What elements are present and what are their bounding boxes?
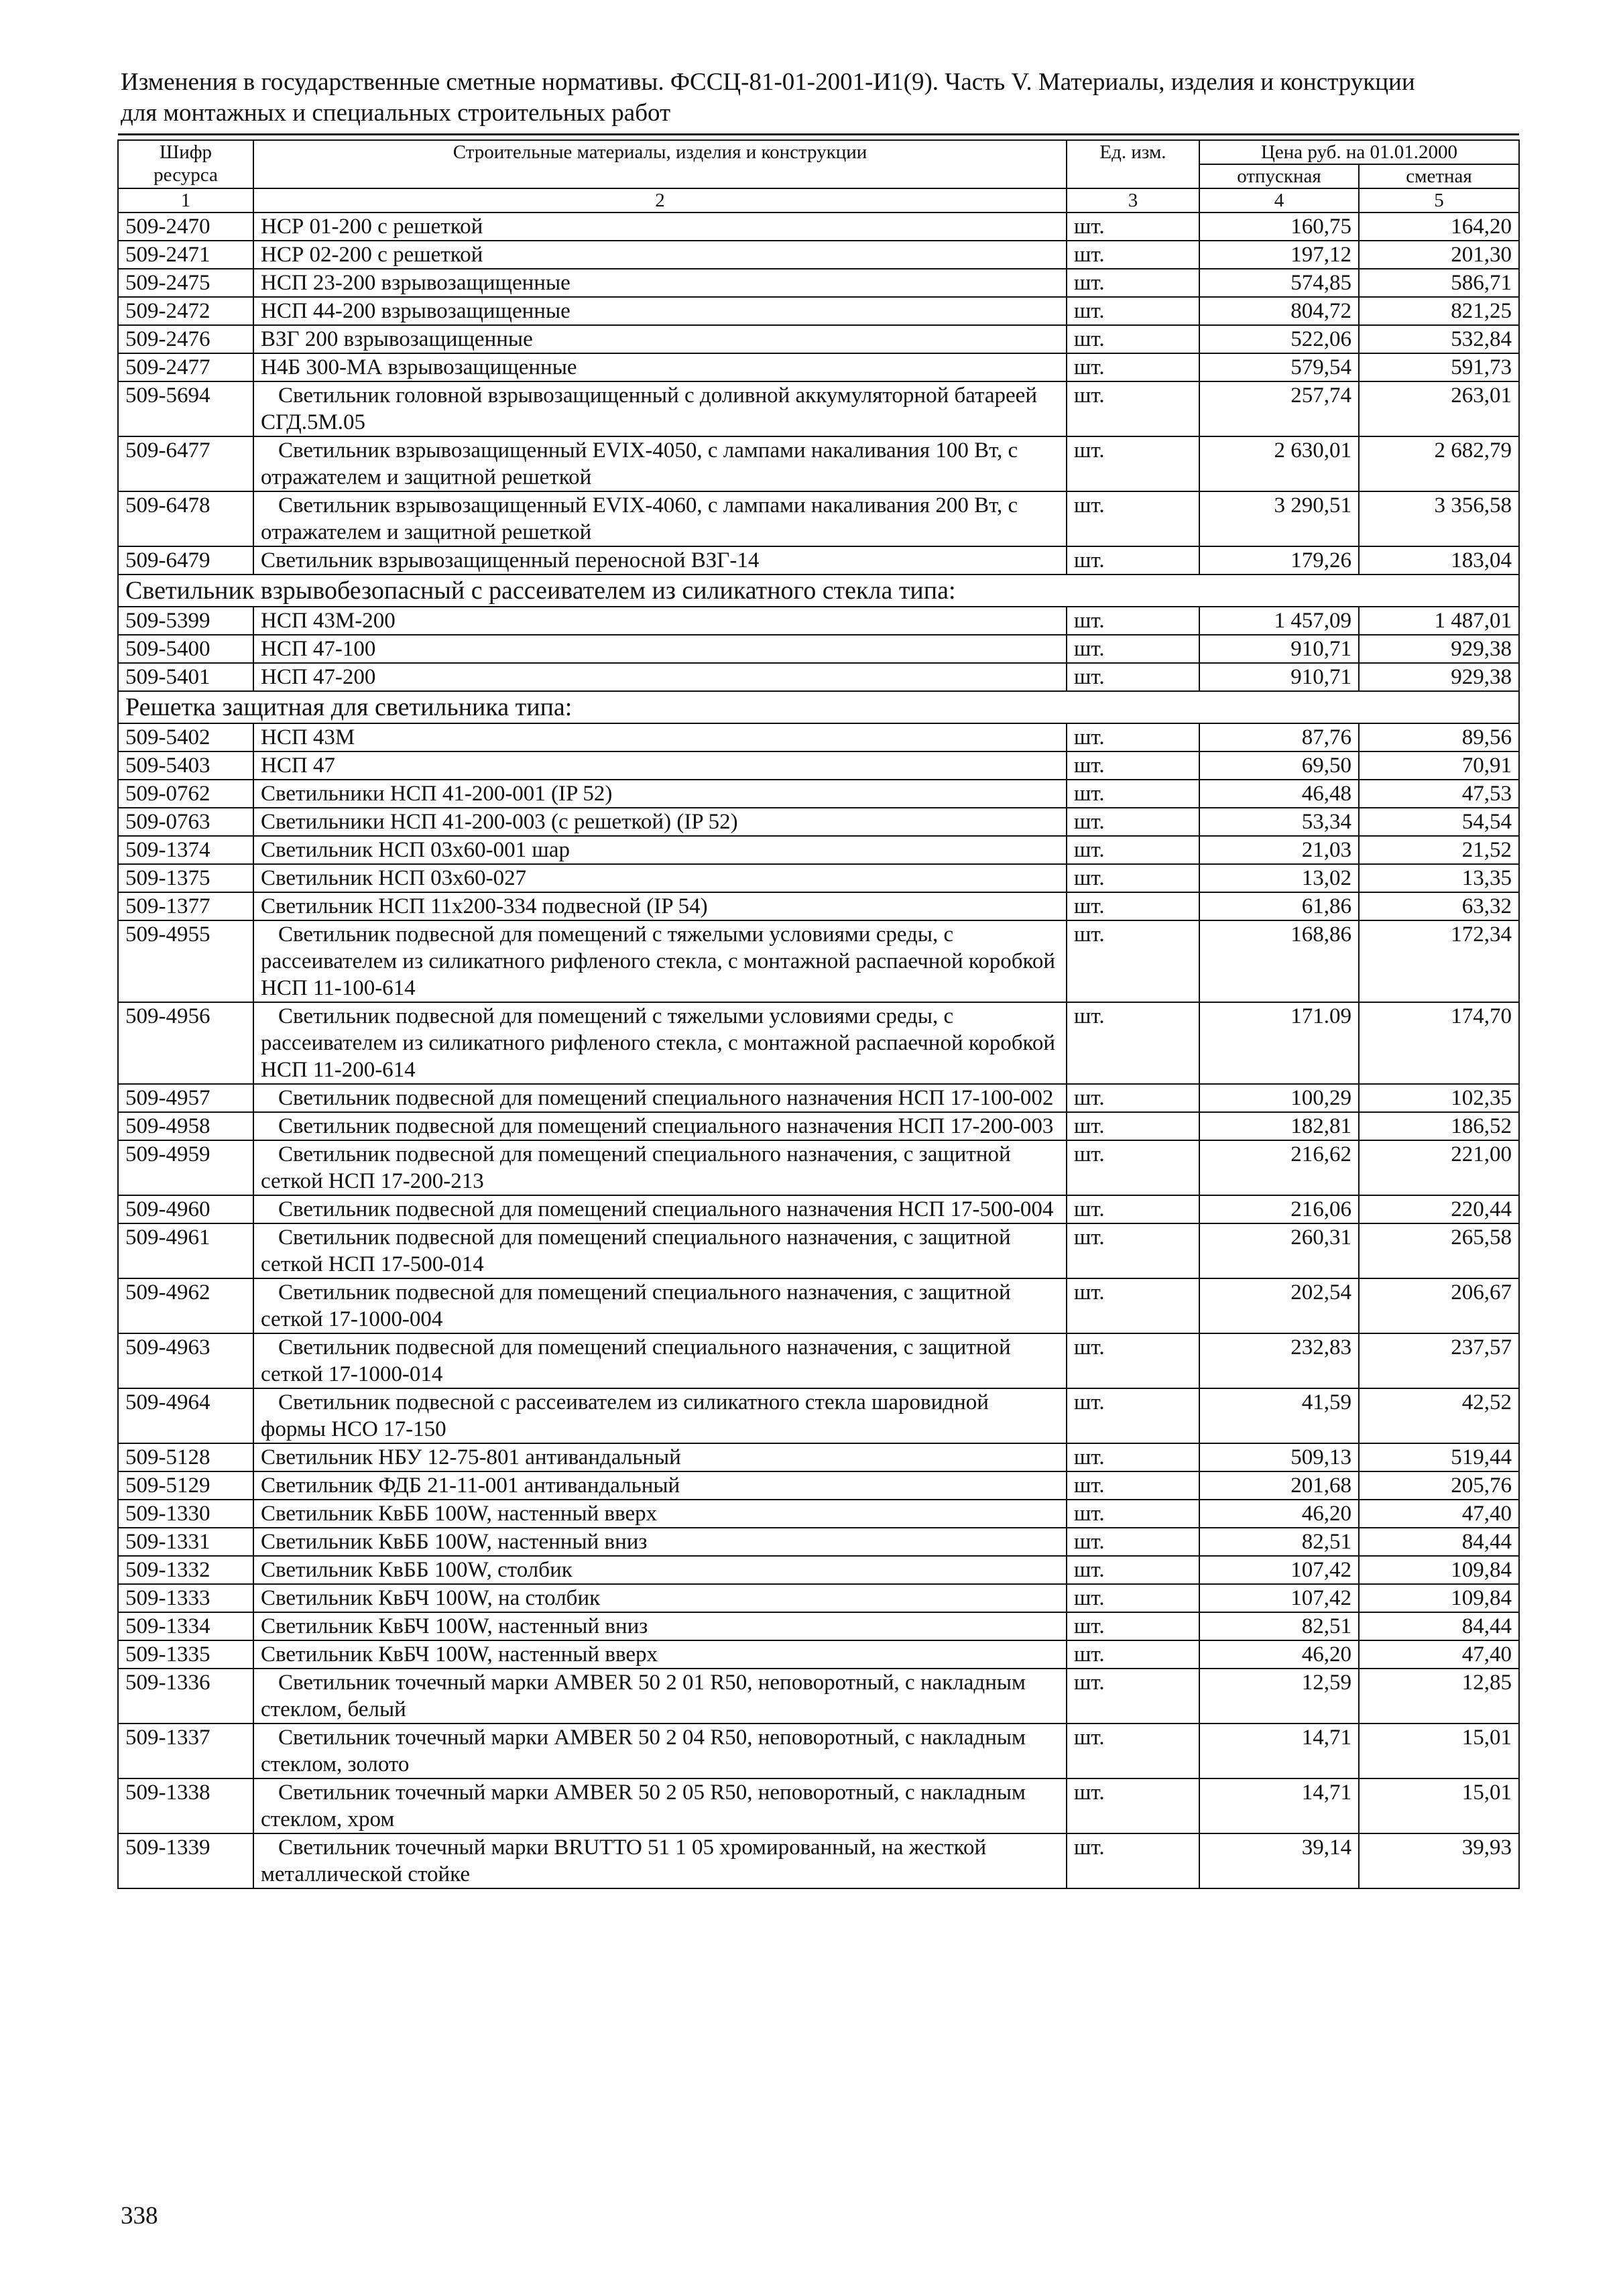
release-price: 574,85 xyxy=(1199,269,1359,297)
table-row xyxy=(118,836,1519,864)
resource-code: 509-1336 xyxy=(118,1669,253,1724)
table-row xyxy=(118,663,1519,691)
table-row xyxy=(118,1669,1519,1724)
header-estimate-price: сметная xyxy=(1359,164,1519,188)
resource-code: 509-5402 xyxy=(118,723,253,751)
resource-code: 509-1335 xyxy=(118,1640,253,1669)
column-number-row xyxy=(118,188,1519,213)
material-name: Светильник НБУ 12-75-801 антивандальный xyxy=(253,1443,1067,1471)
resource-code: 509-4960 xyxy=(118,1195,253,1223)
table-row xyxy=(118,1500,1519,1528)
estimate-price: 263,01 xyxy=(1359,381,1519,436)
resource-code: 509-1377 xyxy=(118,892,253,920)
material-name: Светильник головной взрывозащищенный с доливной аккумуляторной батареей СГД.5М.05 xyxy=(253,381,1067,436)
resource-code: 509-4963 xyxy=(118,1333,253,1388)
release-price: 168,86 xyxy=(1199,920,1359,1002)
estimate-price: 12,85 xyxy=(1359,1669,1519,1724)
unit-of-measure: шт. xyxy=(1067,1669,1199,1724)
section-row xyxy=(118,575,1519,607)
resource-code: 509-2476 xyxy=(118,325,253,353)
column-number: 1 xyxy=(118,188,253,213)
column-number: 3 xyxy=(1067,188,1199,213)
resource-code: 509-1338 xyxy=(118,1778,253,1833)
resource-code: 509-5401 xyxy=(118,663,253,691)
table-row xyxy=(118,1333,1519,1388)
release-price: 46,20 xyxy=(1199,1640,1359,1669)
table-row xyxy=(118,491,1519,546)
resource-code: 509-4964 xyxy=(118,1388,253,1443)
resource-code: 509-5400 xyxy=(118,635,253,663)
resource-code: 509-2472 xyxy=(118,297,253,325)
material-name: НСП 43М xyxy=(253,723,1067,751)
table-row xyxy=(118,635,1519,663)
table-row xyxy=(118,325,1519,353)
material-name: Светильник подвесной для помещений специального назначения НСП 17-500-004 xyxy=(253,1195,1067,1223)
unit-of-measure: шт. xyxy=(1067,892,1199,920)
material-name: НСП 23-200 взрывозащищенные xyxy=(253,269,1067,297)
unit-of-measure: шт. xyxy=(1067,1724,1199,1778)
material-name: ВЗГ 200 взрывозащищенные xyxy=(253,325,1067,353)
estimate-price: 265,58 xyxy=(1359,1223,1519,1278)
table-row xyxy=(118,1612,1519,1640)
resource-code: 509-1374 xyxy=(118,836,253,864)
estimate-price: 591,73 xyxy=(1359,353,1519,381)
release-price: 257,74 xyxy=(1199,381,1359,436)
table-row xyxy=(118,297,1519,325)
material-name: Светильник НСП 03х60-027 xyxy=(253,864,1067,892)
resource-code: 509-4955 xyxy=(118,920,253,1002)
material-name: Светильник подвесной для помещений с тяжелыми условиями среды, с рассеивателем из силикатного рифленого стекла, с монтажной распаечной коробкой НСП 11-200-614 xyxy=(253,1002,1067,1084)
release-price: 87,76 xyxy=(1199,723,1359,751)
table-row xyxy=(118,213,1519,241)
unit-of-measure: шт. xyxy=(1067,663,1199,691)
table-row xyxy=(118,353,1519,381)
unit-of-measure: шт. xyxy=(1067,1333,1199,1388)
unit-of-measure: шт. xyxy=(1067,635,1199,663)
table-row xyxy=(118,1195,1519,1223)
unit-of-measure: шт. xyxy=(1067,780,1199,808)
unit-of-measure: шт. xyxy=(1067,1778,1199,1833)
unit-of-measure: шт. xyxy=(1067,546,1199,575)
estimate-price: 84,44 xyxy=(1359,1528,1519,1556)
release-price: 509,13 xyxy=(1199,1443,1359,1471)
unit-of-measure: шт. xyxy=(1067,808,1199,836)
material-name: Светильник КвБЧ 100W, настенный вверх xyxy=(253,1640,1067,1669)
resource-code: 509-1334 xyxy=(118,1612,253,1640)
estimate-price: 174,70 xyxy=(1359,1002,1519,1084)
unit-of-measure: шт. xyxy=(1067,723,1199,751)
estimate-price: 532,84 xyxy=(1359,325,1519,353)
unit-of-measure: шт. xyxy=(1067,1500,1199,1528)
material-name: Светильник КвББ 100W, настенный вниз xyxy=(253,1528,1067,1556)
resource-code: 509-6477 xyxy=(118,436,253,491)
material-name: Светильник точечный марки AMBER 50 2 01 R50, неповоротный, с накладным стеклом, белый xyxy=(253,1669,1067,1724)
resource-code: 509-2475 xyxy=(118,269,253,297)
estimate-price: 47,40 xyxy=(1359,1640,1519,1669)
unit-of-measure: шт. xyxy=(1067,1084,1199,1112)
release-price: 69,50 xyxy=(1199,751,1359,780)
unit-of-measure: шт. xyxy=(1067,1640,1199,1669)
resource-code: 509-0762 xyxy=(118,780,253,808)
table-row xyxy=(118,1084,1519,1112)
unit-of-measure: шт. xyxy=(1067,1584,1199,1612)
header-code: Шифр ресурса xyxy=(118,140,253,188)
release-price: 160,75 xyxy=(1199,213,1359,241)
unit-of-measure: шт. xyxy=(1067,1528,1199,1556)
table-row xyxy=(118,1584,1519,1612)
release-price: 1 457,09 xyxy=(1199,607,1359,635)
material-name: НСП 43М-200 xyxy=(253,607,1067,635)
unit-of-measure: шт. xyxy=(1067,1556,1199,1584)
table-row xyxy=(118,892,1519,920)
estimate-price: 21,52 xyxy=(1359,836,1519,864)
resource-code: 509-2471 xyxy=(118,241,253,269)
section-row xyxy=(118,691,1519,723)
estimate-price: 586,71 xyxy=(1359,269,1519,297)
material-name: Светильник НСП 11х200-334 подвесной (IP 54) xyxy=(253,892,1067,920)
release-price: 202,54 xyxy=(1199,1278,1359,1333)
table-row xyxy=(118,607,1519,635)
release-price: 171.09 xyxy=(1199,1002,1359,1084)
estimate-price: 39,93 xyxy=(1359,1833,1519,1888)
page-number: 338 xyxy=(121,2202,158,2230)
release-price: 182,81 xyxy=(1199,1112,1359,1140)
release-price: 82,51 xyxy=(1199,1612,1359,1640)
material-name: Светильник подвесной для помещений специального назначения, с защитной сеткой 17-1000-014 xyxy=(253,1333,1067,1388)
release-price: 910,71 xyxy=(1199,635,1359,663)
section-title: Светильник взрывобезопасный с рассеивателем из силикатного стекла типа: xyxy=(118,575,1519,607)
unit-of-measure: шт. xyxy=(1067,1278,1199,1333)
release-price: 46,48 xyxy=(1199,780,1359,808)
price-table xyxy=(117,139,1520,1889)
resource-code: 509-6479 xyxy=(118,546,253,575)
table-row xyxy=(118,1640,1519,1669)
release-price: 804,72 xyxy=(1199,297,1359,325)
resource-code: 509-1332 xyxy=(118,1556,253,1584)
material-name: Светильник КвБЧ 100W, на столбик xyxy=(253,1584,1067,1612)
estimate-price: 3 356,58 xyxy=(1359,491,1519,546)
material-name: НСП 47-200 xyxy=(253,663,1067,691)
estimate-price: 2 682,79 xyxy=(1359,436,1519,491)
unit-of-measure: шт. xyxy=(1067,1112,1199,1140)
release-price: 12,59 xyxy=(1199,1669,1359,1724)
estimate-price: 186,52 xyxy=(1359,1112,1519,1140)
estimate-price: 84,44 xyxy=(1359,1612,1519,1640)
estimate-price: 519,44 xyxy=(1359,1443,1519,1471)
estimate-price: 47,53 xyxy=(1359,780,1519,808)
release-price: 2 630,01 xyxy=(1199,436,1359,491)
release-price: 107,42 xyxy=(1199,1556,1359,1584)
release-price: 14,71 xyxy=(1199,1778,1359,1833)
estimate-price: 102,35 xyxy=(1359,1084,1519,1112)
estimate-price: 201,30 xyxy=(1359,241,1519,269)
resource-code: 509-5399 xyxy=(118,607,253,635)
table-row xyxy=(118,1443,1519,1471)
resource-code: 509-2477 xyxy=(118,353,253,381)
header-rule xyxy=(118,133,1519,135)
estimate-price: 164,20 xyxy=(1359,213,1519,241)
material-name: Светильник точечный марки AMBER 50 2 05 R50, неповоротный, с накладным стеклом, хром xyxy=(253,1778,1067,1833)
resource-code: 509-0763 xyxy=(118,808,253,836)
unit-of-measure: шт. xyxy=(1067,1612,1199,1640)
material-name: НСП 47 xyxy=(253,751,1067,780)
release-price: 179,26 xyxy=(1199,546,1359,575)
unit-of-measure: шт. xyxy=(1067,325,1199,353)
resource-code: 509-1337 xyxy=(118,1724,253,1778)
unit-of-measure: шт. xyxy=(1067,920,1199,1002)
material-name: Светильник НСП 03х60-001 шар xyxy=(253,836,1067,864)
unit-of-measure: шт. xyxy=(1067,1833,1199,1888)
header-release-price: отпускная xyxy=(1199,164,1359,188)
material-name: НСР 02-200 с решеткой xyxy=(253,241,1067,269)
table-row xyxy=(118,1528,1519,1556)
resource-code: 509-5694 xyxy=(118,381,253,436)
resource-code: 509-4959 xyxy=(118,1140,253,1195)
header-name: Строительные материалы, изделия и конструкции xyxy=(253,140,1067,188)
unit-of-measure: шт. xyxy=(1067,297,1199,325)
unit-of-measure: шт. xyxy=(1067,1195,1199,1223)
estimate-price: 1 487,01 xyxy=(1359,607,1519,635)
release-price: 21,03 xyxy=(1199,836,1359,864)
unit-of-measure: шт. xyxy=(1067,491,1199,546)
unit-of-measure: шт. xyxy=(1067,353,1199,381)
column-number: 4 xyxy=(1199,188,1359,213)
material-name: Светильник подвесной для помещений специального назначения НСП 17-200-003 xyxy=(253,1112,1067,1140)
release-price: 216,06 xyxy=(1199,1195,1359,1223)
material-name: Светильник подвесной для помещений с тяжелыми условиями среды, с рассеивателем из силикатного рифленого стекла, с монтажной распаечной коробкой НСП 11-100-614 xyxy=(253,920,1067,1002)
release-price: 82,51 xyxy=(1199,1528,1359,1556)
release-price: 910,71 xyxy=(1199,663,1359,691)
estimate-price: 929,38 xyxy=(1359,635,1519,663)
material-name: Светильник ФДБ 21-11-001 антивандальный xyxy=(253,1471,1067,1500)
estimate-price: 109,84 xyxy=(1359,1584,1519,1612)
unit-of-measure: шт. xyxy=(1067,864,1199,892)
table-row xyxy=(118,1833,1519,1888)
table-row xyxy=(118,241,1519,269)
estimate-price: 15,01 xyxy=(1359,1778,1519,1833)
unit-of-measure: шт. xyxy=(1067,607,1199,635)
resource-code: 509-4962 xyxy=(118,1278,253,1333)
release-price: 53,34 xyxy=(1199,808,1359,836)
estimate-price: 89,56 xyxy=(1359,723,1519,751)
table-row xyxy=(118,546,1519,575)
resource-code: 509-5128 xyxy=(118,1443,253,1471)
table-head xyxy=(118,140,1519,213)
unit-of-measure: шт. xyxy=(1067,269,1199,297)
table-row xyxy=(118,269,1519,297)
section-title: Решетка защитная для светильника типа: xyxy=(118,691,1519,723)
material-name: Светильник подвесной для помещений специального назначения НСП 17-100-002 xyxy=(253,1084,1067,1112)
table-row xyxy=(118,1278,1519,1333)
estimate-price: 47,40 xyxy=(1359,1500,1519,1528)
unit-of-measure: шт. xyxy=(1067,213,1199,241)
release-price: 61,86 xyxy=(1199,892,1359,920)
resource-code: 509-1339 xyxy=(118,1833,253,1888)
resource-code: 509-4961 xyxy=(118,1223,253,1278)
estimate-price: 109,84 xyxy=(1359,1556,1519,1584)
table-row xyxy=(118,751,1519,780)
release-price: 13,02 xyxy=(1199,864,1359,892)
estimate-price: 70,91 xyxy=(1359,751,1519,780)
material-name: Светильник подвесной с рассеивателем из силикатного стекла шаровидной формы НСО 17-150 xyxy=(253,1388,1067,1443)
unit-of-measure: шт. xyxy=(1067,1140,1199,1195)
release-price: 46,20 xyxy=(1199,1500,1359,1528)
material-name: Светильник КвББ 100W, настенный вверх xyxy=(253,1500,1067,1528)
material-name: Светильник взрывозащищенный EVIX-4060, с лампами накаливания 200 Вт, с отражателем и защитной решеткой xyxy=(253,491,1067,546)
resource-code: 509-4956 xyxy=(118,1002,253,1084)
table-row xyxy=(118,1724,1519,1778)
release-price: 216,62 xyxy=(1199,1140,1359,1195)
unit-of-measure: шт. xyxy=(1067,1002,1199,1084)
table-row xyxy=(118,864,1519,892)
release-price: 232,83 xyxy=(1199,1333,1359,1388)
material-name: Светильники НСП 41-200-003 (с решеткой) (IP 52) xyxy=(253,808,1067,836)
resource-code: 509-1331 xyxy=(118,1528,253,1556)
unit-of-measure: шт. xyxy=(1067,1223,1199,1278)
material-name: Светильник подвесной для помещений специального назначения, с защитной сеткой 17-1000-004 xyxy=(253,1278,1067,1333)
material-name: Светильник КвББ 100W, столбик xyxy=(253,1556,1067,1584)
estimate-price: 42,52 xyxy=(1359,1388,1519,1443)
column-number: 2 xyxy=(253,188,1067,213)
unit-of-measure: шт. xyxy=(1067,436,1199,491)
resource-code: 509-4958 xyxy=(118,1112,253,1140)
unit-of-measure: шт. xyxy=(1067,241,1199,269)
unit-of-measure: шт. xyxy=(1067,836,1199,864)
estimate-price: 821,25 xyxy=(1359,297,1519,325)
table-row xyxy=(118,1223,1519,1278)
table-row xyxy=(118,1112,1519,1140)
release-price: 107,42 xyxy=(1199,1584,1359,1612)
column-number: 5 xyxy=(1359,188,1519,213)
estimate-price: 237,57 xyxy=(1359,1333,1519,1388)
page-header: Изменения в государственные сметные нормативы. ФССЦ-81-01-2001-И1(9). Часть V. Материалы, изделия и конструкции для монтажных и специальных строительных работ xyxy=(121,68,1415,127)
header-unit: Ед. изм. xyxy=(1067,140,1199,188)
estimate-price: 205,76 xyxy=(1359,1471,1519,1500)
resource-code: 509-2470 xyxy=(118,213,253,241)
table-row xyxy=(118,780,1519,808)
release-price: 100,29 xyxy=(1199,1084,1359,1112)
unit-of-measure: шт. xyxy=(1067,751,1199,780)
estimate-price: 220,44 xyxy=(1359,1195,1519,1223)
table-row xyxy=(118,1778,1519,1833)
estimate-price: 221,00 xyxy=(1359,1140,1519,1195)
estimate-price: 15,01 xyxy=(1359,1724,1519,1778)
material-name: Светильник точечный марки AMBER 50 2 04 R50, неповоротный, с накладным стеклом, золото xyxy=(253,1724,1067,1778)
table-row xyxy=(118,808,1519,836)
release-price: 201,68 xyxy=(1199,1471,1359,1500)
material-name: Светильник подвесной для помещений специального назначения, с защитной сеткой НСП 17-200-213 xyxy=(253,1140,1067,1195)
table-row xyxy=(118,381,1519,436)
material-name: Н4Б 300-МА взрывозащищенные xyxy=(253,353,1067,381)
unit-of-measure: шт. xyxy=(1067,1471,1199,1500)
table-row xyxy=(118,436,1519,491)
table-row xyxy=(118,1002,1519,1084)
release-price: 260,31 xyxy=(1199,1223,1359,1278)
unit-of-measure: шт. xyxy=(1067,1443,1199,1471)
material-name: НСП 44-200 взрывозащищенные xyxy=(253,297,1067,325)
table-row xyxy=(118,1388,1519,1443)
estimate-price: 13,35 xyxy=(1359,864,1519,892)
unit-of-measure: шт. xyxy=(1067,381,1199,436)
release-price: 41,59 xyxy=(1199,1388,1359,1443)
table-row xyxy=(118,1556,1519,1584)
material-name: Светильник взрывозащищенный переносной ВЗГ-14 xyxy=(253,546,1067,575)
table-row xyxy=(118,1471,1519,1500)
release-price: 3 290,51 xyxy=(1199,491,1359,546)
header-price-group: Цена руб. на 01.01.2000 xyxy=(1199,140,1519,164)
resource-code: 509-5403 xyxy=(118,751,253,780)
resource-code: 509-1330 xyxy=(118,1500,253,1528)
unit-of-measure: шт. xyxy=(1067,1388,1199,1443)
estimate-price: 172,34 xyxy=(1359,920,1519,1002)
material-name: Светильник подвесной для помещений специального назначения, с защитной сеткой НСП 17-500-014 xyxy=(253,1223,1067,1278)
release-price: 522,06 xyxy=(1199,325,1359,353)
estimate-price: 183,04 xyxy=(1359,546,1519,575)
table-row xyxy=(118,1140,1519,1195)
resource-code: 509-6478 xyxy=(118,491,253,546)
release-price: 14,71 xyxy=(1199,1724,1359,1778)
material-name: Светильник точечный марки BRUTTO 51 1 05 хромированный, на жесткой металлической стойке xyxy=(253,1833,1067,1888)
table-row xyxy=(118,920,1519,1002)
release-price: 39,14 xyxy=(1199,1833,1359,1888)
estimate-price: 929,38 xyxy=(1359,663,1519,691)
estimate-price: 54,54 xyxy=(1359,808,1519,836)
material-name: НСР 01-200 с решеткой xyxy=(253,213,1067,241)
estimate-price: 63,32 xyxy=(1359,892,1519,920)
table-row xyxy=(118,723,1519,751)
material-name: НСП 47-100 xyxy=(253,635,1067,663)
table-body xyxy=(118,213,1519,1888)
material-name: Светильник взрывозащищенный EVIX-4050, с лампами накаливания 100 Вт, с отражателем и защитной решеткой xyxy=(253,436,1067,491)
resource-code: 509-4957 xyxy=(118,1084,253,1112)
estimate-price: 206,67 xyxy=(1359,1278,1519,1333)
resource-code: 509-1333 xyxy=(118,1584,253,1612)
release-price: 197,12 xyxy=(1199,241,1359,269)
material-name: Светильники НСП 41-200-001 (IP 52) xyxy=(253,780,1067,808)
material-name: Светильник КвБЧ 100W, настенный вниз xyxy=(253,1612,1067,1640)
resource-code: 509-5129 xyxy=(118,1471,253,1500)
resource-code: 509-1375 xyxy=(118,864,253,892)
release-price: 579,54 xyxy=(1199,353,1359,381)
